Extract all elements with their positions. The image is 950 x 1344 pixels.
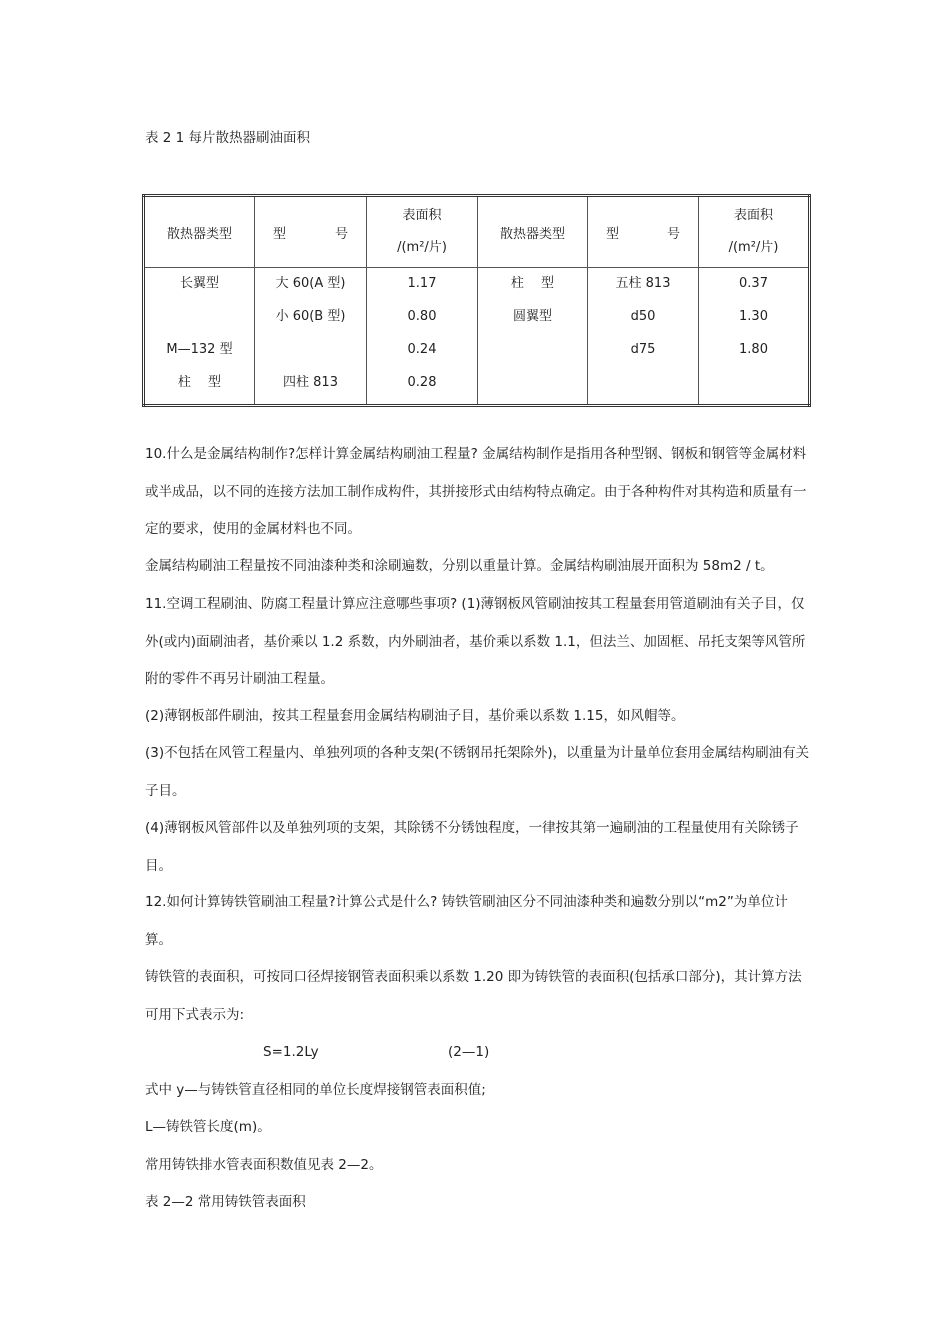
question-11-paragraph: 11.空调工程刷油、防腐工程量计算应注意哪些事项? (1)薄钢板风管刷油按其工程量套用管道刷油有关子目，仅外(或内)面刷油者，基价乘以 1.2 系数，内外刷油者，基价乘以系数 1.1，但法兰、加固框、吊托支架等风管所附的零件不再另计刷油工程量。 xyxy=(145,596,806,687)
table2-caption: 表 2—2 常用铸铁管表面积 xyxy=(145,1194,306,1210)
col-model: 大 60(A 型) 小 60(B 型) 四柱 813 xyxy=(255,268,367,406)
col-radiator-type-2: 柱 型 圆翼型 xyxy=(478,268,588,406)
radiator-table-wrapper xyxy=(142,194,808,405)
table2-reference-note: 常用铸铁排水管表面积数值见表 2—2。 xyxy=(145,1157,383,1173)
header-radiator-type-2: 散热器类型 xyxy=(478,196,588,268)
table-row xyxy=(144,268,810,406)
formula-number: (2—1) xyxy=(448,1044,490,1060)
col-surface-area-2: 0.37 1.30 1.80 xyxy=(699,268,810,406)
header-model: 型 号 xyxy=(255,196,367,268)
question-11-item-3: (3)不包括在风管工程量内、单独列项的各种支架(不锈钢吊托架除外)，以重量为计量单位套用金属结构刷油有关子目。 xyxy=(145,745,810,799)
col-radiator-type: 长翼型 M—132 型 柱 型 xyxy=(144,268,255,406)
question-12-paragraph: 12.如何计算铸铁管刷油工程量?计算公式是什么? 铸铁管刷油区分不同油漆种类和遍数分别以“m2”为单位计算。 xyxy=(145,894,788,948)
table-header-row xyxy=(144,196,810,268)
formula: S=1.2Ly xyxy=(263,1044,319,1060)
definition-L: L—铸铁管长度(m)。 xyxy=(145,1119,271,1135)
question-10-paragraph: 10.什么是金属结构制作?怎样计算金属结构刷油工程量? 金属结构制作是指用各种型钢、钢板和钢管等金属材料或半成品，以不同的连接方法加工制作成构件，其拼接形式由结构特点确定。由于各种构件对其构造和质量有一定的要求，使用的金属材料也不同。 xyxy=(145,446,807,537)
table1-caption: 表 2 1 每片散热器刷油面积 xyxy=(145,130,311,146)
header-radiator-type: 散热器类型 xyxy=(144,196,255,268)
definition-y: 式中 y—与铸铁管直径相同的单位长度焊接钢管表面积值; xyxy=(145,1082,486,1098)
header-model-2: 型 号 xyxy=(588,196,699,268)
header-surface-area-2: 表面积 /(m²/片) xyxy=(699,196,810,268)
question-11-item-4: (4)薄钢板风管部件以及单独列项的支架，其除锈不分锈蚀程度，一律按其第一遍刷油的工程量使用有关除锈子目。 xyxy=(145,820,799,874)
col-surface-area: 1.17 0.80 0.24 0.28 xyxy=(367,268,478,406)
col-model-2: 五柱 813 d50 d75 xyxy=(588,268,699,406)
header-surface-area: 表面积 /(m²/片) xyxy=(367,196,478,268)
radiator-area-table xyxy=(142,194,811,407)
question-12-followup: 铸铁管的表面积，可按同口径焊接钢管表面积乘以系数 1.20 即为铸铁管的表面积(包括承口部分)，其计算方法可用下式表示为: xyxy=(145,969,802,1023)
question-11-item-2: (2)薄钢板部件刷油，按其工程量套用金属结构刷油子目，基价乘以系数 1.15，如风帽等。 xyxy=(145,708,685,724)
question-10-followup: 金属结构刷油工程量按不同油漆种类和涂刷遍数，分别以重量计算。金属结构刷油展开面积为 58m2 / t。 xyxy=(145,558,774,574)
